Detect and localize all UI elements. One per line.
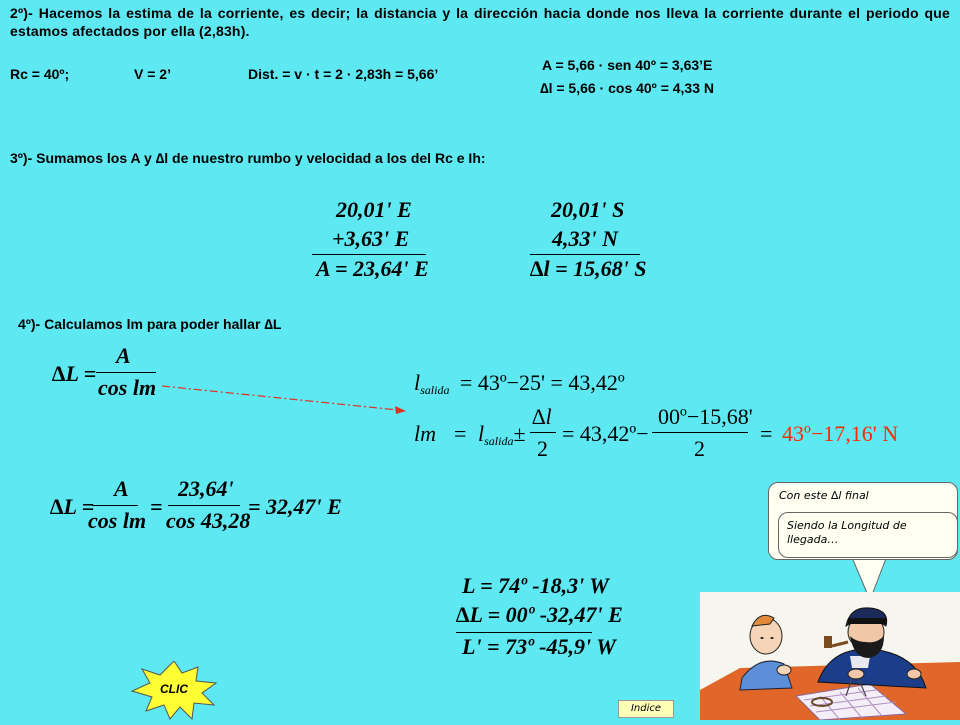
formula-rule [96,372,156,373]
calc-num1: A [114,476,129,501]
section3-heading: 3º)- Sumamos los A y ∆l de nuestro rumbo y velocidad a los del Rc e Ih: [10,150,486,166]
formula-num: A [116,343,131,368]
calc-rule2 [168,505,240,506]
clic-button[interactable] [130,661,218,720]
final-line1: L = 74º -18,3' W [462,573,609,598]
calc-den2: cos 43,28 [166,508,251,533]
lm-eq: = [454,421,467,446]
calc-lhs: ∆L = [50,494,95,519]
section2-paragraph: 2º)- Hacemos la estima de la corriente, es decir; la distancia y la dirección hacia donde nos lleva la corriente durante el periodo que estamos afectados por ella (2,83h). [10,5,950,39]
lm-result: 43º−17,16' N [782,421,899,446]
a-sum-line2: +3,63' E [332,226,410,251]
section4-heading: 4º)- Calculamos lm para poder hallar ∆L [18,316,282,332]
a-value: A = 5,66 · sen 40º = 3,63’E [542,57,713,73]
lm-eq3: = [760,421,773,446]
formula-lhs: ∆L = [52,361,97,386]
cartoon-illustration [700,592,960,720]
lsalida-expr: = 43º−25' = 43,42º [459,370,625,395]
v-value: V = 2’ [134,66,171,82]
formula-den: cos lm [98,375,157,400]
lsalida-l: l [414,370,421,395]
cartoon-characters-icon [700,592,960,720]
dl-value: ∆l = 5,66 · cos 40º = 4,33 N [540,80,715,96]
a-sum-result: A = 23,64' E [316,256,429,281]
lsalida-sub: salida [420,383,450,398]
final-rule [456,632,592,633]
speech-bubble-front-text: Siendo la Longitud de llegada… [787,519,907,546]
lm-pm: ± [513,421,526,446]
speech-bubble-front [778,512,958,558]
dl-sum-rule [530,254,640,255]
calc-eq: = [150,494,163,519]
calc-num2: 23,64' [178,476,234,501]
dl-sum-line1: 20,01' S [551,197,625,222]
final-result: L' = 73º -45,9' W [462,634,616,659]
calc-rule1 [92,505,138,506]
lm-lhs: lm [414,421,436,446]
dl-sum-result: ∆l = 15,68' S [530,256,647,281]
rc-value: Rc = 40º; [10,66,70,82]
calc-den1: cos lm [88,508,147,533]
lm-frac2-num: 00º−15,68' [658,404,753,429]
lm-frac2-den: 2 [694,436,705,461]
lsalida-row [414,370,625,398]
lm-frac-rule [530,432,556,433]
lm-frac-num: ∆l [532,404,552,429]
dashed-arrow-icon [160,380,410,420]
dist-value: Dist. = v · t = 2 · 2,83h = 5,66’ [248,66,439,82]
a-sum-line1: 20,01' E [336,197,412,222]
lm-sub: salida [484,434,514,449]
indice-button[interactable]: Indice [618,700,674,718]
clic-label: CLIC [160,682,188,696]
lm-lsalida [478,421,526,449]
speech-bubble-back-text: Con este ∆l final [779,489,869,502]
lm-l: l [478,421,485,446]
calc-result: = 32,47' E [248,494,342,519]
a-sum-rule [312,254,426,255]
lm-frac-den: 2 [537,436,548,461]
lm-eq2: = 43,42º− [562,421,649,446]
dl-sum-line2: 4,33' N [552,226,618,251]
lm-frac2-rule [652,432,748,433]
final-line2: ∆L = 00º -32,47' E [456,602,623,627]
